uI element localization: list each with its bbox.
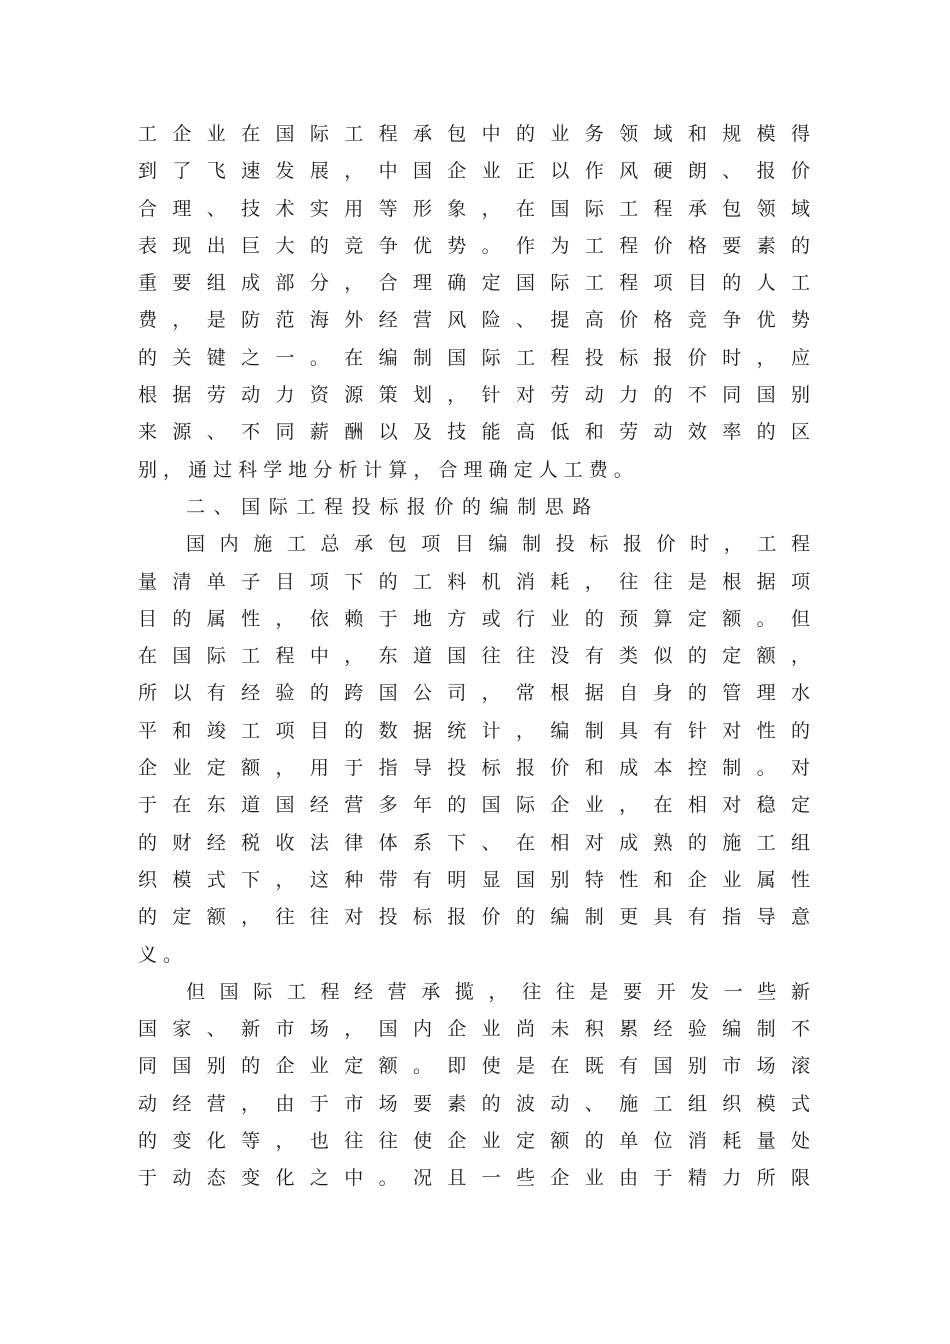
paragraph-line: 量 清 单 子 目 项 下 的 工 料 机 消 耗 ， 往 往 是 根 据 项 <box>138 570 810 593</box>
paragraph-line: 到 了 飞 速 发 展 ， 中 国 企 业 正 以 作 风 硬 朗 、 报 价 <box>138 160 810 183</box>
paragraph-line: 义 。 <box>138 943 183 966</box>
paragraph-line: 的 定 额 ， 往 往 对 投 标 报 价 的 编 制 更 具 有 指 导 意 <box>138 906 810 929</box>
paragraph-line: 织 模 式 下 ， 这 种 带 有 明 显 国 别 特 性 和 企 业 属 性 <box>138 868 810 891</box>
paragraph-line: 于 在 东 道 国 经 营 多 年 的 国 际 企 业 ， 在 相 对 稳 定 <box>138 794 810 817</box>
section-heading: 二、国际工程投标报价的编制思路 <box>186 495 601 518</box>
paragraph-line: 别 ， 通 过 科 学 地 分 析 计 算 ， 合 理 确 定 人 工 费 。 <box>138 458 633 481</box>
paragraph-line: 的 变 化 等 ， 也 往 往 使 企 业 定 额 的 单 位 消 耗 量 处 <box>138 1130 810 1153</box>
paragraph-3 <box>138 974 810 1198</box>
paragraph-line: 同 国 别 的 企 业 定 额 。 即 使 是 在 既 有 国 别 市 场 滚 <box>138 1055 810 1078</box>
paragraph-1 <box>138 116 810 489</box>
paragraph-line: 于 动 态 变 化 之 中 。 况 且 一 些 企 业 由 于 精 力 所 限 <box>138 1167 810 1190</box>
paragraph-line: 来 源 、 不 同 薪 酬 以 及 技 能 高 低 和 劳 动 效 率 的 区 <box>138 421 810 444</box>
paragraph-line: 目 的 属 性 ， 依 赖 于 地 方 或 行 业 的 预 算 定 额 。 但 <box>138 607 810 630</box>
document-page <box>138 116 810 1198</box>
paragraph-line: 动 经 营 ， 由 于 市 场 要 素 的 波 动 、 施 工 组 织 模 式 <box>138 1092 810 1115</box>
paragraph-line: 但 国 际 工 程 经 营 承 揽 ， 往 往 是 要 开 发 一 些 新 <box>186 980 810 1003</box>
paragraph-line: 根 据 劳 动 力 资 源 策 划 ， 针 对 劳 动 力 的 不 同 国 别 <box>138 384 810 407</box>
paragraph-line: 在 国 际 工 程 中 ， 东 道 国 往 往 没 有 类 似 的 定 额 ， <box>138 645 810 668</box>
paragraph-line: 合 理 、 技 术 实 用 等 形 象 ， 在 国 际 工 程 承 包 领 域 <box>138 197 810 220</box>
paragraph-line: 的 财 经 税 收 法 律 体 系 下 、 在 相 对 成 熟 的 施 工 组 <box>138 831 810 854</box>
paragraph-line: 平 和 竣 工 项 目 的 数 据 统 计 ， 编 制 具 有 针 对 性 的 <box>138 719 810 742</box>
paragraph-line: 表 现 出 巨 大 的 竞 争 优 势 。 作 为 工 程 价 格 要 素 的 <box>138 234 810 257</box>
paragraph-line: 国 内 施 工 总 承 包 项 目 编 制 投 标 报 价 时 ， 工 程 <box>186 533 810 556</box>
paragraph-line: 所 以 有 经 验 的 跨 国 公 司 ， 常 根 据 自 身 的 管 理 水 <box>138 682 810 705</box>
paragraph-line: 企 业 定 额 ， 用 于 指 导 投 标 报 价 和 成 本 控 制 。 对 <box>138 757 810 780</box>
paragraph-2 <box>138 526 810 974</box>
paragraph-line: 国 家 、 新 市 场 ， 国 内 企 业 尚 未 积 累 经 验 编 制 不 <box>138 1018 810 1041</box>
paragraph-line: 工 企 业 在 国 际 工 程 承 包 中 的 业 务 领 域 和 规 模 得 <box>138 123 810 145</box>
paragraph-line: 重 要 组 成 部 分 ， 合 理 确 定 国 际 工 程 项 目 的 人 工 <box>138 272 810 295</box>
paragraph-line: 的 关 键 之 一 。 在 编 制 国 际 工 程 投 标 报 价 时 ， 应 <box>138 346 810 369</box>
paragraph-line: 费 ， 是 防 范 海 外 经 营 风 险 、 提 高 价 格 竞 争 优 势 <box>138 309 810 332</box>
